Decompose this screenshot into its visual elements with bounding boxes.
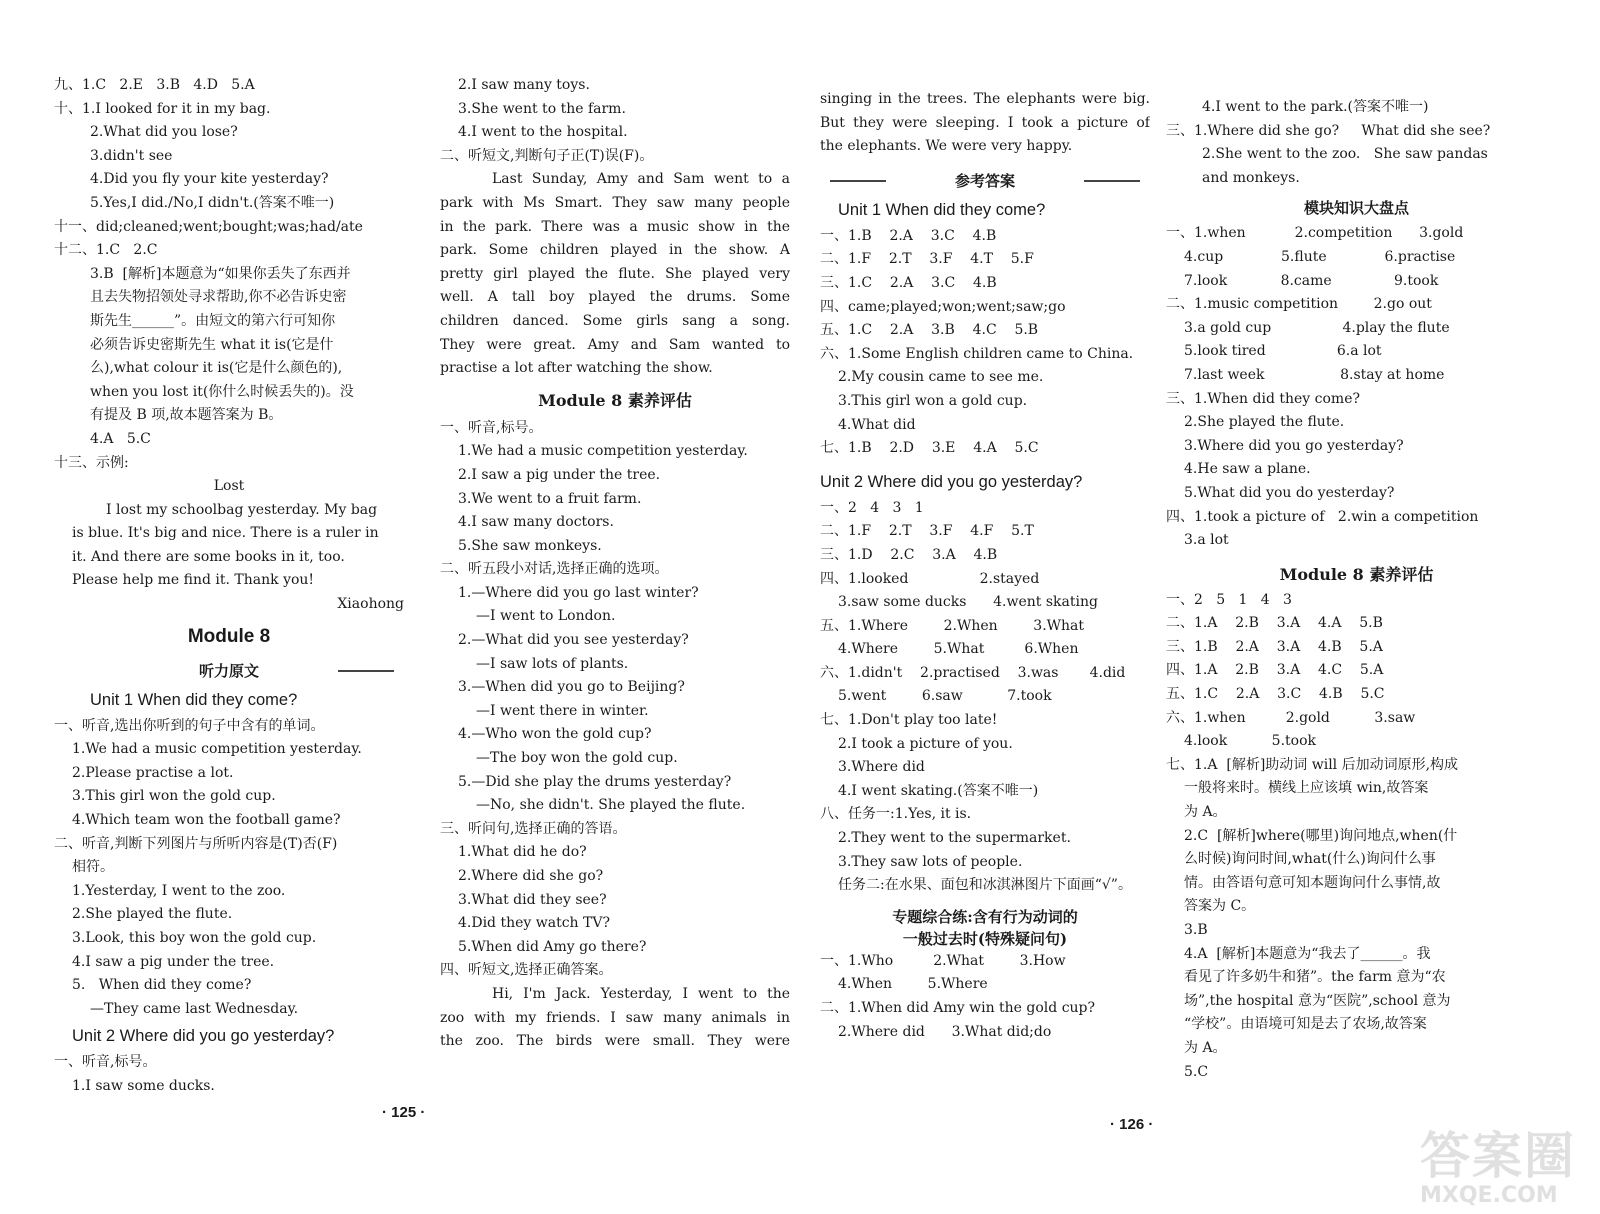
text-line: 3.a lot (1184, 532, 1229, 549)
text-line: 四、1.A 2.B 3.A 4.C 5.A (1166, 662, 1384, 679)
text-line: 为 A。 (1184, 804, 1227, 821)
text-line: 4.A [解析]本题意为“我去了______。我 (1184, 945, 1431, 962)
text-line: 四、1.looked 2.stayed (820, 570, 1040, 587)
text-line: 2.I saw a pig under the tree. (458, 466, 661, 483)
text-line: 4.I saw many doctors. (458, 514, 614, 531)
answer-column-2 (440, 74, 790, 1054)
text-line: 一、听音,标号。 (54, 1054, 157, 1071)
text-line: Hi, I'm Jack. Yesterday, I went to the (492, 985, 790, 1002)
heading-decoration (1084, 180, 1140, 182)
text-line: 二、听五段小对话,选择正确的选项。 (440, 561, 669, 578)
text-line: 二、1.music competition 2.go out (1166, 296, 1432, 313)
text-line: 且去失物招领处寻求帮助,你不必告诉史密 (90, 289, 347, 306)
text-line: 3.We went to a fruit farm. (458, 490, 642, 507)
text-line: 十三、示例: (54, 454, 129, 471)
text-line: zoo with my friends. I saw many animals in (440, 1009, 790, 1026)
text-line: 2.—What did you see yesterday? (458, 632, 689, 649)
text-line: 一、2 4 3 1 (820, 499, 924, 516)
text-line: 情。由答语句意可知本题询问什么事情,故 (1184, 874, 1441, 891)
unit-heading: Unit 1 When did they come? (90, 690, 298, 709)
text-line: and monkeys. (1202, 169, 1300, 186)
answer-column-1 (54, 74, 404, 1099)
text-line: 3.What did they see? (458, 891, 607, 908)
text-line: 5.Yes,I did./No,I didn't.(答案不唯一) (90, 194, 335, 211)
topic-heading-line2: 一般过去时(特殊疑问句) (902, 929, 1068, 948)
text-line: 2.What did you lose? (90, 124, 238, 141)
text-line: 3.B [解析]本题意为“如果你丢失了东西并 (90, 265, 351, 282)
text-line: 4.—Who won the gold cup? (458, 726, 652, 743)
unit-heading: Unit 2 Where did you go yesterday? (820, 472, 1083, 491)
text-line: I lost my schoolbag yesterday. My bag (106, 501, 378, 518)
text-line: —They came last Wednesday. (90, 1000, 299, 1017)
text-line: 4.I went skating.(答案不唯一) (838, 782, 1039, 799)
text-line: singing in the trees. The elephants were big. (820, 91, 1150, 107)
answers-heading (820, 167, 1150, 195)
text-line: 4.cup 5.flute 6.practise (1184, 248, 1456, 265)
composition-signature: Xiaohong (337, 596, 404, 613)
text-line: park with Ms Smart. They saw many people (440, 194, 790, 211)
module-heading: Module 8 (187, 625, 271, 647)
text-line: 相符。 (72, 859, 114, 876)
text-line: 3.Look, this boy won the gold cup. (72, 930, 317, 946)
text-line: 5.When did Amy go there? (458, 938, 647, 955)
text-line: it. And there are some books in it, too. (72, 548, 345, 565)
text-line: 2.I took a picture of you. (838, 735, 1013, 752)
text-line: 七、1.B 2.D 3.E 4.A 5.C (820, 440, 1039, 457)
text-line: 三、1.C 2.A 3.C 4.B (820, 274, 997, 291)
text-line: —I saw lots of plants. (476, 655, 629, 672)
text-line: —I went there in winter. (476, 702, 649, 719)
text-line: 1.I saw some ducks. (72, 1077, 215, 1094)
text-line: 3.Where did (838, 759, 925, 776)
text-line: 四、听短文,选择正确答案。 (440, 962, 613, 979)
review-heading: 模块知识大盘点 (1303, 199, 1409, 218)
text-line: when you lost it(你什么时候丢失的)。没 (90, 383, 354, 400)
text-line: 2.She went to the zoo. She saw pandas (1202, 146, 1488, 163)
text-line: 二、1.A 2.B 3.A 4.A 5.B (1166, 615, 1383, 632)
watermark-text: 答案圈 (1420, 1127, 1576, 1185)
answer-column-4 (1166, 96, 1529, 1084)
text-line: “学校”。由语境可知是去了农场,故答案 (1184, 1016, 1427, 1033)
text-line: But they were sleeping. I took a picture of (820, 114, 1150, 131)
section-heading (54, 657, 404, 685)
text-line: 三、听问句,选择正确的答语。 (440, 820, 627, 837)
text-line: 四、1.took a picture of 2.win a competition (1166, 508, 1479, 525)
text-line: 3.saw some ducks 4.went skating (838, 594, 1098, 611)
text-line: 一般将来时。横线上应该填 win,故答案 (1184, 780, 1429, 797)
text-line: 四、came;played;won;went;saw;go (820, 298, 1066, 315)
watermark-logo (1420, 1128, 1580, 1208)
text-line: 3.This girl won the gold cup. (72, 788, 276, 805)
text-line: 3.Where did you go yesterday? (1184, 437, 1404, 454)
page-number-left: · 125 · (382, 1104, 426, 1121)
text-line: Last Sunday, Amy and Sam went to a (492, 171, 790, 188)
text-line: in the park. There was a music show in the (440, 218, 790, 235)
text-line: 4.I went to the park.(答案不唯一) (1202, 99, 1429, 115)
text-line: 3.This girl won a gold cup. (838, 392, 1028, 409)
unit-heading: Unit 2 Where did you go yesterday? (72, 1027, 335, 1046)
text-line: 八、任务一:1.Yes, it is. (820, 806, 972, 823)
text-line: 2.Where did 3.What did;do (838, 1023, 1052, 1040)
text-line: 1.We had a music competition yesterday. (72, 741, 362, 758)
evaluation-heading: Module 8 素养评估 (1279, 564, 1434, 584)
section-heading-text: 听力原文 (198, 661, 259, 680)
heading-decoration (338, 670, 394, 672)
watermark-url: MXQE.COM (1420, 1183, 1558, 1208)
text-line: 一、听音,标号。 (440, 419, 543, 436)
text-line: 4.When 5.Where (838, 976, 988, 993)
text-line: well. A tall boy played the drums. Some (440, 289, 790, 306)
text-line: 3.B (1184, 922, 1208, 938)
topic-heading-line1: 专题综合练:含有行为动词的 (892, 907, 1078, 926)
text-line: 5.went 6.saw 7.took (838, 688, 1052, 705)
text-line: park. Some children played in the show. A (440, 242, 790, 259)
text-line: 么时候)询问时间,what(什么)询问什么事 (1184, 851, 1436, 868)
text-line: 场”,the hospital 意为“医院”,school 意为 (1184, 992, 1451, 1009)
text-line: 5.—Did she play the drums yesterday? (458, 773, 732, 790)
page-number-right: · 126 · (1110, 1116, 1154, 1133)
text-line: 十一、did;cleaned;went;bought;was;had/ate (54, 218, 363, 235)
text-line: 4.Did they watch TV? (458, 915, 610, 932)
text-line: 二、1.F 2.T 3.F 4.F 5.T (820, 523, 1034, 540)
text-line: 一、1.B 2.A 3.C 4.B (820, 227, 997, 244)
text-line: 5.What did you do yesterday? (1184, 484, 1395, 501)
text-line: 三、1.Where did she go? What did she see? (1166, 122, 1491, 139)
text-line: 1.We had a music competition yesterday. (458, 443, 748, 460)
text-line: 1.What did he do? (458, 844, 587, 861)
unit-heading: Unit 1 When did they come? (838, 200, 1046, 219)
text-line: 1.Yesterday, I went to the zoo. (72, 882, 286, 899)
text-line: the zoo. The birds were small. They were (440, 1033, 790, 1050)
text-line: —The boy won the gold cup. (476, 750, 678, 767)
text-line: 六、1.didn't 2.practised 3.was 4.did (820, 664, 1126, 681)
text-line: 5.look tired 6.a lot (1184, 343, 1382, 360)
text-line: 看见了许多奶牛和猪”。the farm 意为“农 (1184, 969, 1446, 986)
text-line: 九、1.C 2.E 3.B 4.D 5.A (54, 77, 255, 93)
answer-column-3 (820, 88, 1150, 1044)
text-line: 斯先生______”。由短文的第六行可知你 (90, 312, 336, 329)
composition-title: Lost (213, 478, 245, 495)
text-line: 五、1.C 2.A 3.B 4.C 5.B (820, 322, 1039, 339)
text-line: is blue. It's big and nice. There is a ruler in (72, 525, 379, 542)
text-line: 二、1.When did Amy win the gold cup? (820, 1000, 1096, 1016)
text-line: 4.What did (838, 416, 916, 433)
evaluation-heading: Module 8 素养评估 (538, 390, 692, 410)
text-line: the elephants. We were very happy. (820, 138, 1073, 155)
text-line: 3.a gold cup 4.play the flute (1184, 319, 1450, 336)
text-line: 1.—Where did you go last winter? (458, 584, 699, 601)
text-line: 三、1.B 2.A 3.A 4.B 5.A (1166, 638, 1383, 655)
text-line: 必须告诉史密斯先生 what it is(它是什 (90, 336, 334, 353)
text-line: 任务二:在水果、面包和冰淇淋图片下面画“√”。 (838, 877, 1132, 894)
text-line: 4.Where 5.What 6.When (838, 641, 1079, 658)
text-line: They were great. Amy and Sam wanted to (440, 336, 790, 353)
text-line: 三、1.D 2.C 3.A 4.B (820, 546, 998, 563)
text-line: 4.A 5.C (90, 430, 151, 447)
text-line: 十二、1.C 2.C (54, 242, 158, 259)
text-line: children danced. Some girls sang a song. (440, 312, 790, 329)
text-line: 5.She saw monkeys. (458, 537, 602, 554)
answers-heading-text: 参考答案 (954, 171, 1015, 190)
text-line: 二、听音,判断下列图片与所听内容是(T)否(F) (54, 835, 338, 852)
text-line: pretty girl played the flute. She played very (440, 265, 790, 282)
text-line: 七、1.A [解析]助动词 will 后加动词原形,构成 (1166, 756, 1459, 773)
text-line: 为 A。 (1184, 1039, 1227, 1056)
text-line: practise a lot after watching the show. (440, 360, 713, 377)
text-line: 答案为 C。 (1184, 898, 1256, 915)
text-line: 七、1.Don't play too late! (820, 712, 998, 729)
text-line: 有提及 B 项,故本题答案为 B。 (90, 407, 283, 424)
text-line: 一、听音,选出你听到的句子中含有的单词。 (54, 717, 325, 734)
text-line: 五、1.C 2.A 3.C 4.B 5.C (1166, 686, 1385, 703)
text-line: 2.She played the flute. (1184, 414, 1345, 431)
text-line: 十、1.I looked for it in my bag. (54, 100, 271, 117)
text-line: 3.—When did you go to Beijing? (458, 679, 685, 696)
text-line: 2.She played the flute. (72, 906, 233, 923)
text-line: 2.Where did she go? (458, 868, 604, 884)
text-line: 一、1.Who 2.What 3.How (820, 952, 1066, 969)
text-line: 3.didn't see (90, 147, 173, 164)
text-line: 4.He saw a plane. (1184, 461, 1311, 478)
text-line: 4.Did you fly your kite yesterday? (90, 171, 329, 188)
text-line: 7.last week 8.stay at home (1184, 366, 1445, 383)
text-line: 3.They saw lots of people. (838, 853, 1023, 870)
text-line: 2.C [解析]where(哪里)询问地点,when(什 (1184, 827, 1458, 844)
heading-decoration (830, 180, 886, 182)
text-line: 2.Please practise a lot. (72, 764, 234, 781)
text-line: 5. When did they come? (72, 977, 252, 994)
text-line: 4.look 5.took (1184, 733, 1317, 750)
text-line: 7.look 8.came 9.took (1184, 272, 1439, 289)
text-line: 2.My cousin came to see me. (838, 369, 1044, 386)
text-line: 六、1.Some English children came to China. (820, 345, 1134, 362)
text-line: 一、1.when 2.competition 3.gold (1166, 225, 1464, 242)
text-line: 六、1.when 2.gold 3.saw (1166, 709, 1416, 726)
text-line: 三、1.When did they come? (1166, 390, 1360, 407)
text-line: 五、1.Where 2.When 3.What (820, 617, 1085, 634)
text-line: 一、2 5 1 4 3 (1166, 591, 1292, 608)
text-line: 2.I saw many toys. (458, 77, 590, 93)
text-line: —No, she didn't. She played the flute. (476, 797, 746, 814)
text-line: 4.Which team won the football game? (72, 812, 341, 829)
text-line: 么),what colour it is(它是什么颜色的), (90, 360, 343, 377)
text-line: 3.She went to the farm. (458, 100, 626, 117)
text-line: 5.C (1184, 1063, 1209, 1080)
text-line: —I went to London. (476, 608, 616, 625)
text-line: 2.They went to the supermarket. (838, 830, 1071, 847)
text-line: 4.I saw a pig under the tree. (72, 953, 275, 970)
text-line: Please help me find it. Thank you! (72, 572, 315, 589)
text-line: 二、听短文,判断句子正(T)误(F)。 (440, 147, 654, 164)
text-line: 4.I went to the hospital. (458, 124, 628, 141)
text-line: 二、1.F 2.T 3.F 4.T 5.F (820, 251, 1034, 268)
